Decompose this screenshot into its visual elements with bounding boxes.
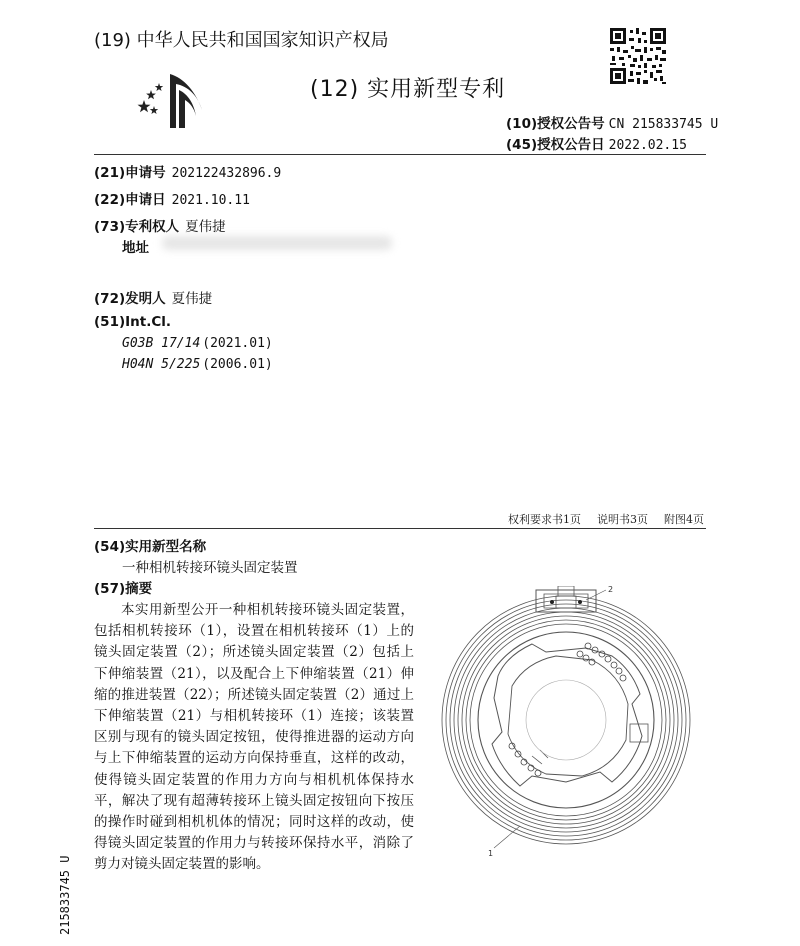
qr-code-icon xyxy=(610,28,666,84)
office-name: (19) 中华人民共和国国家知识产权局 xyxy=(94,30,389,51)
application-number-label: (21)申请号 xyxy=(94,165,166,181)
figure-label-1: 1 xyxy=(488,849,494,858)
header-divider xyxy=(94,154,706,155)
publication-number xyxy=(506,112,718,132)
inventor xyxy=(94,287,212,307)
section-divider xyxy=(94,528,706,529)
inventor-label: (72)发明人 xyxy=(94,291,166,307)
address-label: 地址 xyxy=(122,240,149,256)
filing-date-value: 2021.10.11 xyxy=(171,193,250,208)
claims-pages: 权利要求书1页 xyxy=(508,513,581,526)
publication-number-label: (10)授权公告号 xyxy=(506,116,605,132)
ipc-edition: (2006.01) xyxy=(202,357,273,372)
publication-date-value: 2022.02.15 xyxy=(608,138,687,153)
description-pages: 说明书3页 xyxy=(597,513,648,526)
adapter-ring-drawing xyxy=(436,586,702,866)
page-counts xyxy=(492,511,704,527)
cnipa-emblem-icon xyxy=(132,70,212,132)
application-number xyxy=(94,161,281,181)
utility-model-name: 一种相机转接环镜头固定装置 xyxy=(122,560,298,576)
patentee xyxy=(94,215,226,235)
ipc-class-1 xyxy=(122,336,273,351)
abstract-label: (57)摘要 xyxy=(94,581,153,597)
drawings-pages: 附图4页 xyxy=(664,513,704,526)
publication-number-value: CN 215833745 U xyxy=(608,117,719,132)
address xyxy=(122,236,149,256)
patentee-value: 夏伟捷 xyxy=(185,219,226,235)
patentee-label: (73)专利权人 xyxy=(94,219,180,235)
ipc-edition: (2021.01) xyxy=(202,336,273,351)
int-cl xyxy=(94,314,171,330)
patent-kind-title: (12) 实用新型专利 xyxy=(310,77,506,102)
address-redaction xyxy=(162,236,392,250)
ipc-code: G03B 17/14 xyxy=(122,336,201,351)
abstract-text: 本实用新型公开一种相机转接环镜头固定装置，包括相机转接环（1），设置在相机转接环（1）上的镜头固定装置（2）；所述镜头固定装置（2）包括上下伸缩装置（21），以及配合上下伸缩装置（21）伸缩的推进装置（22）；所述镜头固定装置（2）通过上下伸缩装置（21）与相机转接环（1）连接；该装置区别与现有的镜头固定按钮，使得推进器的运动方向与上下伸缩装置的运动方向保持垂直，这样的改动，使得镜头固定装置的作用力方向与相机机体保持水平，解决了现有超薄转接环上镜头固定按钮向下按压的操作时碰到相机机体的情况；同时这样的改动，使得镜头固定装置的作用力与转接环保持水平，消除了剪力对镜头固定装置的影响。 xyxy=(94,602,414,873)
utility-model-name-label: (54)实用新型名称 xyxy=(94,539,207,555)
filing-date xyxy=(94,188,250,208)
ipc-code: H04N 5/225 xyxy=(122,357,201,372)
ipc-class-2 xyxy=(122,357,273,372)
publication-date xyxy=(506,133,687,153)
figure-label-2: 2 xyxy=(608,586,614,594)
int-cl-label: (51)Int.Cl. xyxy=(94,314,172,330)
side-publication-number: 215833745 U xyxy=(58,855,72,935)
filing-date-label: (22)申请日 xyxy=(94,192,166,208)
application-number-value: 202122432896.9 xyxy=(171,166,282,181)
inventor-value: 夏伟捷 xyxy=(171,291,213,307)
publication-date-label: (45)授权公告日 xyxy=(506,137,605,153)
